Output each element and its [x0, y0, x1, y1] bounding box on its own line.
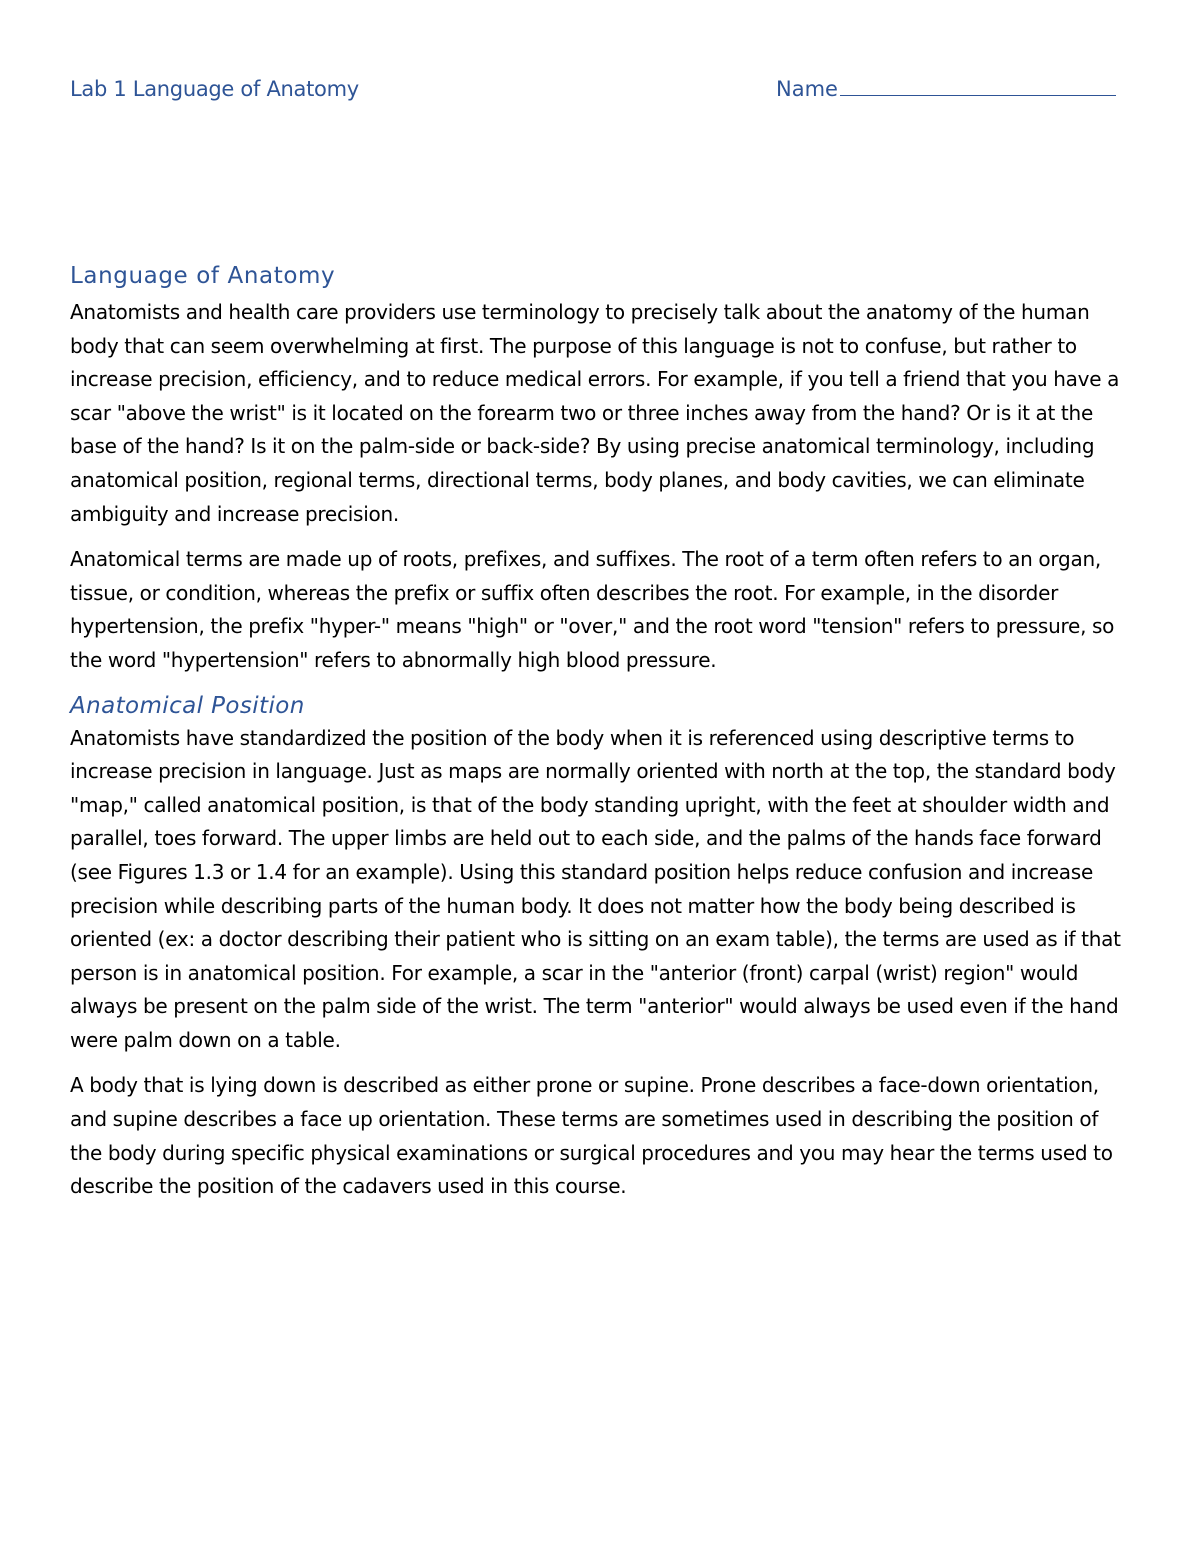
document-body	[70, 258, 1132, 1216]
name-blank-line	[840, 75, 1116, 96]
lab-title: Lab 1 Language of Anatomy	[70, 77, 359, 101]
paragraph-anatomical-position: Anatomists have standardized the position of the body when it is referenced using descriptive terms to increase precision in language. Just as maps are normally oriented with north at the top, the standard body "map," called anatomical position, is that of the body standing upright, with the feet at shoulder width and parallel, toes forward. The upper limbs are held out to each side, and the palms of the hands face forward (see Figures 1.3 or 1.4 for an example). Using this standard position helps reduce confusion and increase precision while describing parts of the human body. It does not matter how the body being described is oriented (ex: a doctor describing their patient who is sitting on an exam table), the terms are used as if that person is in anatomical position. For example, a scar in the "anterior (front) carpal (wrist) region" would always be present on the palm side of the wrist. The term "anterior" would always be used even if the hand were palm down on a table.	[70, 725, 1121, 1052]
name-label: Name	[776, 77, 838, 101]
page-header	[70, 74, 1120, 104]
paragraph-terms-roots: Anatomical terms are made up of roots, prefixes, and suffixes. The root of a term often refers to an organ, tissue, or condition, whereas the prefix or suffix often describes the root. For example, in the disorder hypertension, the prefix "hyper-" means "high" or "over," and the root word "tension" refers to pressure, so the word "hypertension" refers to abnormally high blood pressure.	[70, 547, 1115, 672]
name-field	[776, 74, 1116, 104]
paragraph-language-intro: Anatomists and health care providers use terminology to precisely talk about the anatomy of the human body that can seem overwhelming at first. The purpose of this language is not to confuse, but rather to increase precision, efficiency, and to reduce medical errors. For example, if you tell a friend that you have a scar "above the wrist" is it located on the forearm two or three inches away from the hand? Or is it at the base of the hand? Is it on the palm-side or back-side? By using precise anatomical terminology, including anatomical position, regional terms, directional terms, body planes, and body cavities, we can eliminate ambiguity and increase precision.	[70, 300, 1120, 526]
paragraph-prone-supine: A body that is lying down is described as either prone or supine. Prone describes a face-down orientation, and supine describes a face up orientation. These terms are sometimes used in describing the position of the body during specific physical examinations or surgical procedures and you may hear the terms used to describe the position of the cadavers used in this course.	[70, 1073, 1113, 1199]
section-heading-anatomical-position: Anatomical Position	[70, 692, 305, 719]
section-heading-language-of-anatomy: Language of Anatomy	[70, 263, 336, 289]
